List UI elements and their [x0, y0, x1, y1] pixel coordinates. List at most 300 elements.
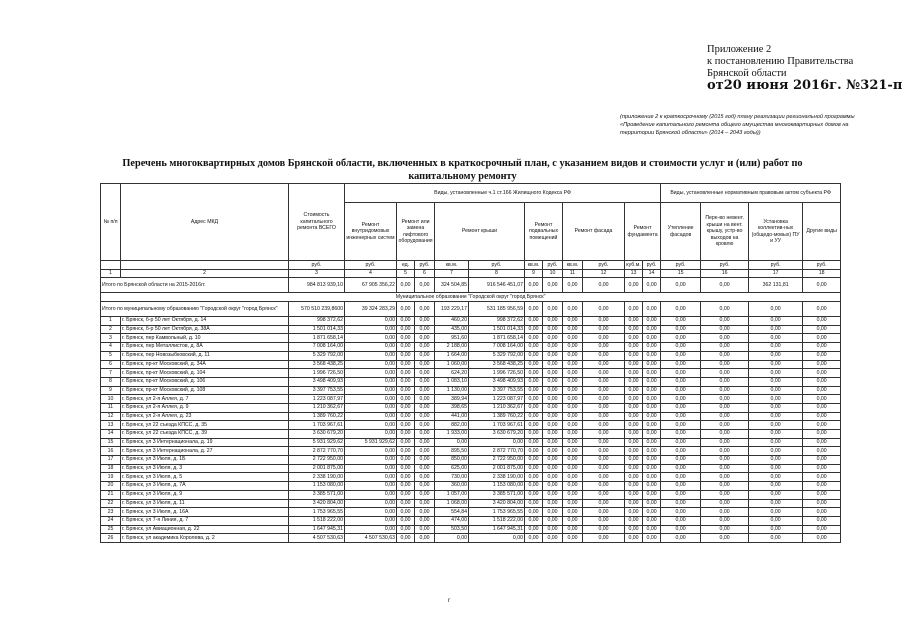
- row-cell: 0,00: [415, 325, 435, 334]
- municipality-cell: 193 229,17: [435, 302, 469, 317]
- row-cost: 1 153 080,00: [289, 482, 345, 491]
- row-cell: 0,00: [701, 395, 749, 404]
- row-cell: 0,00: [525, 369, 543, 378]
- row-cell: 0,00: [661, 421, 701, 430]
- row-cell: 0,00: [397, 447, 415, 456]
- row-cell: 0,00: [563, 325, 583, 334]
- row-cell: 0,00: [563, 534, 583, 543]
- row-cell: 0,00: [625, 351, 643, 360]
- municipality-cell: 0,00: [625, 302, 643, 317]
- row-cost: 3 498 409,93: [289, 377, 345, 386]
- row-cell: 0,00: [525, 456, 543, 465]
- row-cell: 0,00: [625, 456, 643, 465]
- row-address: г. Брянск, ул 3 Июля, д. 7А: [121, 482, 289, 491]
- row-number: 25: [101, 525, 121, 534]
- row-number: 14: [101, 430, 121, 439]
- row-cell: 0,00: [525, 490, 543, 499]
- row-cell: 0,00: [563, 482, 583, 491]
- row-roof-area: 389,94: [435, 395, 469, 404]
- row-cell: 0,00: [415, 447, 435, 456]
- row-cell: 0,00: [643, 482, 661, 491]
- row-cell: 0,00: [583, 386, 625, 395]
- total-row: [101, 278, 841, 293]
- row-cell: 0,00: [525, 325, 543, 334]
- row-cell: 0,00: [625, 334, 643, 343]
- row-cell: 0,00: [643, 403, 661, 412]
- row-number: 16: [101, 447, 121, 456]
- row-cell: 0,00: [583, 412, 625, 421]
- row-cell: 0,00: [415, 334, 435, 343]
- row-cell: 0,00: [583, 525, 625, 534]
- row-cost: 2 722 950,00: [289, 456, 345, 465]
- row-cell: 0,00: [583, 447, 625, 456]
- row-cell: 0,00: [643, 369, 661, 378]
- row-cell: 0,00: [525, 516, 543, 525]
- row-cell: 0,00: [625, 516, 643, 525]
- row-roof-cost: 3 420 804,00: [469, 499, 525, 508]
- row-address: г. Брянск, ул 3 Интернационала, д. 19: [121, 438, 289, 447]
- table-row: [101, 464, 841, 473]
- header-cost: Стоимость капитального ремонта ВСЕГО: [289, 184, 345, 261]
- header-group1: Виды, установленные ч.1 ст.166 Жилищного Кодекса РФ: [345, 184, 661, 203]
- row-cell: 0,00: [543, 317, 563, 326]
- row-cell: 0,00: [661, 430, 701, 439]
- row-cell: 0,00: [701, 508, 749, 517]
- row-address: г. Брянск, б-р 50 лет Октября, д. 38А: [121, 325, 289, 334]
- row-cell: 0,00: [803, 525, 841, 534]
- row-cell: 0,00: [415, 421, 435, 430]
- table-header: [101, 184, 841, 278]
- row-cell: 0,00: [543, 490, 563, 499]
- row-cell: 0,00: [583, 360, 625, 369]
- colnum-cell: 5: [397, 269, 415, 278]
- row-cell: 0,00: [583, 490, 625, 499]
- row-cell: 0,00: [563, 490, 583, 499]
- row-cell: 0,00: [661, 395, 701, 404]
- row-cell: 0,00: [643, 490, 661, 499]
- row-cell: 0,00: [415, 508, 435, 517]
- row-cell: 0,00: [397, 360, 415, 369]
- colnum-cell: 10: [543, 269, 563, 278]
- row-roof-area: 460,20: [435, 317, 469, 326]
- header-num: № п/п: [101, 184, 121, 261]
- row-cell: 0,00: [643, 325, 661, 334]
- row-cell: 0,00: [563, 508, 583, 517]
- row-cell: 0,00: [543, 395, 563, 404]
- row-cell: 0,00: [397, 516, 415, 525]
- row-cell: 0,00: [397, 325, 415, 334]
- row-cell: 0,00: [415, 412, 435, 421]
- row-meters: 0,00: [749, 456, 803, 465]
- row-cell: 0,00: [643, 360, 661, 369]
- colnum-cell: 2: [121, 269, 289, 278]
- row-cell: 0,00: [563, 499, 583, 508]
- row-address: г. Брянск, ул Авиационная, д. 22: [121, 525, 289, 534]
- row-cell: 0,00: [803, 317, 841, 326]
- row-cell: 0,00: [525, 508, 543, 517]
- row-cell: 0,00: [625, 325, 643, 334]
- row-cell: 0,00: [525, 473, 543, 482]
- row-address: г. Брянск, ул 3 Июля, д. 11: [121, 499, 289, 508]
- row-cell: 0,00: [625, 430, 643, 439]
- municipality-cell: 0,00: [415, 302, 435, 317]
- row-cost: 3 397 753,55: [289, 386, 345, 395]
- row-cell: 0,00: [661, 473, 701, 482]
- row-roof-area: 503,50: [435, 525, 469, 534]
- municipality-cell: 0,00: [803, 302, 841, 317]
- unit-cell: руб.: [345, 261, 397, 270]
- row-cell: 0,00: [543, 403, 563, 412]
- row-meters: 0,00: [749, 490, 803, 499]
- row-number: 5: [101, 351, 121, 360]
- row-cell: 0,00: [583, 377, 625, 386]
- row-cell: 0,00: [625, 369, 643, 378]
- row-roof-area: 951,60: [435, 334, 469, 343]
- row-cell: 0,00: [543, 499, 563, 508]
- row-cell: 0,00: [803, 421, 841, 430]
- row-cell: 0,00: [583, 421, 625, 430]
- total-cell: 0,00: [661, 278, 701, 293]
- row-roof-cost: 1 871 658,14: [469, 334, 525, 343]
- header-group2: Виды, установленные нормативным правовым актом субъекта РФ: [661, 184, 841, 203]
- row-cell: 0,00: [543, 456, 563, 465]
- total-label: Итого по Брянской области на 2015-2016гг.: [101, 278, 289, 293]
- row-roof-cost: 1 223 087,97: [469, 395, 525, 404]
- row-cell: 0,00: [661, 490, 701, 499]
- row-cell: 0,00: [415, 343, 435, 352]
- row-cell: 0,00: [543, 421, 563, 430]
- row-cell: 0,00: [625, 438, 643, 447]
- unit-cell: руб.: [803, 261, 841, 270]
- row-cell: 0,00: [625, 317, 643, 326]
- row-cell: 0,00: [661, 534, 701, 543]
- row-meters: 0,00: [749, 317, 803, 326]
- appendix-line3: Брянской области: [707, 68, 787, 79]
- table-row: [101, 377, 841, 386]
- row-cost: 1 871 658,14: [289, 334, 345, 343]
- row-eng: 0,00: [345, 334, 397, 343]
- colnum-cell: 9: [525, 269, 543, 278]
- row-cell: 0,00: [583, 508, 625, 517]
- table-row: [101, 490, 841, 499]
- row-cell: 0,00: [397, 369, 415, 378]
- row-cell: 0,00: [701, 325, 749, 334]
- row-eng: 0,00: [345, 369, 397, 378]
- row-meters: 0,00: [749, 369, 803, 378]
- row-cell: 0,00: [563, 377, 583, 386]
- row-meters: 0,00: [749, 395, 803, 404]
- row-number: 11: [101, 403, 121, 412]
- row-cell: 0,00: [643, 499, 661, 508]
- row-number: 12: [101, 412, 121, 421]
- row-address: г. Брянск, пр-кт Московский, д. 104: [121, 369, 289, 378]
- row-cell: 0,00: [525, 343, 543, 352]
- table-body: [101, 278, 841, 543]
- row-cell: 0,00: [415, 490, 435, 499]
- row-roof-cost: 1 501 014,33: [469, 325, 525, 334]
- row-cell: 0,00: [583, 395, 625, 404]
- row-cell: 0,00: [583, 482, 625, 491]
- row-eng: 0,00: [345, 412, 397, 421]
- row-roof-cost: 1 518 222,00: [469, 516, 525, 525]
- row-cell: 0,00: [625, 525, 643, 534]
- row-eng: 0,00: [345, 377, 397, 386]
- colnum-cell: 11: [563, 269, 583, 278]
- header-lift: Ремонт или замена лифтового оборудования: [397, 203, 435, 261]
- row-cell: 0,00: [397, 377, 415, 386]
- colnum-cell: 15: [661, 269, 701, 278]
- row-roof-cost: 0,00: [469, 438, 525, 447]
- row-cell: 0,00: [803, 482, 841, 491]
- row-cost: 2 001 875,00: [289, 464, 345, 473]
- row-cell: 0,00: [701, 412, 749, 421]
- row-cell: 0,00: [563, 317, 583, 326]
- row-cell: 0,00: [583, 473, 625, 482]
- row-cell: 0,00: [397, 490, 415, 499]
- row-cell: 0,00: [625, 412, 643, 421]
- row-roof-area: 850,00: [435, 456, 469, 465]
- table-row: [101, 534, 841, 543]
- row-meters: 0,00: [749, 447, 803, 456]
- row-cell: 0,00: [661, 386, 701, 395]
- row-cell: 0,00: [543, 334, 563, 343]
- row-cell: 0,00: [543, 343, 563, 352]
- row-cell: 0,00: [563, 438, 583, 447]
- row-cell: 0,00: [583, 464, 625, 473]
- row-cell: 0,00: [803, 403, 841, 412]
- row-roof-cost: 3 397 753,55: [469, 386, 525, 395]
- municipality-cell: 0,00: [525, 302, 543, 317]
- row-cost: 5 329 792,00: [289, 351, 345, 360]
- row-cell: 0,00: [643, 430, 661, 439]
- row-cell: 0,00: [525, 360, 543, 369]
- header-other: Другие виды: [803, 203, 841, 261]
- row-address: г. Брянск, ул 2-я Аллея, д. 9: [121, 403, 289, 412]
- table-row: [101, 334, 841, 343]
- row-cell: 0,00: [415, 430, 435, 439]
- row-meters: 0,00: [749, 343, 803, 352]
- row-cell: 0,00: [397, 508, 415, 517]
- row-cell: 0,00: [525, 412, 543, 421]
- row-meters: 0,00: [749, 464, 803, 473]
- unit-cell: руб.: [415, 261, 435, 270]
- row-cell: 0,00: [583, 430, 625, 439]
- row-cell: 0,00: [563, 334, 583, 343]
- row-number: 15: [101, 438, 121, 447]
- row-cell: 0,00: [701, 490, 749, 499]
- row-cell: 0,00: [803, 438, 841, 447]
- municipality-label: Итого по муниципальному образованию "Городской округ "город Брянск": [101, 302, 289, 317]
- table-row: [101, 412, 841, 421]
- row-roof-area: 895,50: [435, 447, 469, 456]
- row-cell: 0,00: [701, 351, 749, 360]
- row-cell: 0,00: [661, 456, 701, 465]
- row-cell: 0,00: [525, 447, 543, 456]
- row-meters: 0,00: [749, 360, 803, 369]
- row-cell: 0,00: [397, 525, 415, 534]
- row-cell: 0,00: [583, 325, 625, 334]
- row-address: г. Брянск, ул 2-я Аллея, д. 7: [121, 395, 289, 404]
- row-cell: 0,00: [661, 403, 701, 412]
- row-number: 3: [101, 334, 121, 343]
- row-eng: 0,00: [345, 395, 397, 404]
- table-row: [101, 499, 841, 508]
- row-cell: 0,00: [397, 343, 415, 352]
- table-row: [101, 369, 841, 378]
- row-number: 23: [101, 508, 121, 517]
- row-address: г. Брянск, ул 3 Июля, д. 1Б: [121, 456, 289, 465]
- row-eng: 0,00: [345, 464, 397, 473]
- row-cell: 0,00: [525, 317, 543, 326]
- row-cost: 1 996 726,50: [289, 369, 345, 378]
- colnum-cell: 1: [101, 269, 121, 278]
- row-address: г. Брянск, ул 3 Интернационала, д. 27: [121, 447, 289, 456]
- row-cell: 0,00: [397, 334, 415, 343]
- row-roof-cost: 1 753 965,55: [469, 508, 525, 517]
- unit-cell: руб.: [643, 261, 661, 270]
- row-cell: 0,00: [643, 456, 661, 465]
- row-cell: 0,00: [397, 438, 415, 447]
- total-cell: 0,00: [701, 278, 749, 293]
- row-cost: 1 518 222,00: [289, 516, 345, 525]
- header-meters: Установка коллектив-ных (общедо-мовых) ПУ и УУ: [749, 203, 803, 261]
- row-cell: 0,00: [661, 377, 701, 386]
- row-cell: 0,00: [397, 317, 415, 326]
- row-cost: 3 420 804,00: [289, 499, 345, 508]
- row-cell: 0,00: [543, 386, 563, 395]
- row-cell: 0,00: [661, 525, 701, 534]
- total-cell: 0,00: [543, 278, 563, 293]
- appendix-block: [707, 44, 902, 92]
- row-cell: 0,00: [803, 334, 841, 343]
- table-row: [101, 438, 841, 447]
- total-cell: 67 905 356,22: [345, 278, 397, 293]
- row-eng: 0,00: [345, 516, 397, 525]
- row-cell: 0,00: [415, 369, 435, 378]
- row-meters: 0,00: [749, 534, 803, 543]
- header-facade: Ремонт фасада: [563, 203, 625, 261]
- row-cell: 0,00: [701, 525, 749, 534]
- row-cell: 0,00: [583, 334, 625, 343]
- total-cell: 916 546 451,07: [469, 278, 525, 293]
- table-row: [101, 430, 841, 439]
- row-cell: 0,00: [563, 456, 583, 465]
- row-number: 17: [101, 456, 121, 465]
- municipality-cell: 0,00: [583, 302, 625, 317]
- row-cell: 0,00: [415, 351, 435, 360]
- row-roof-area: 882,00: [435, 421, 469, 430]
- row-address: г. Брянск, пр-кт Московский, д. 108: [121, 386, 289, 395]
- row-number: 22: [101, 499, 121, 508]
- row-number: 2: [101, 325, 121, 334]
- row-eng: 0,00: [345, 490, 397, 499]
- row-cell: 0,00: [583, 499, 625, 508]
- row-address: г. Брянск, ул 3 Июля, д. 5: [121, 473, 289, 482]
- row-meters: 0,00: [749, 403, 803, 412]
- row-cell: 0,00: [625, 377, 643, 386]
- row-address: г. Брянск, пр-кт Московский, д. 34А: [121, 360, 289, 369]
- row-cell: 0,00: [415, 317, 435, 326]
- row-number: 18: [101, 464, 121, 473]
- row-cell: 0,00: [701, 369, 749, 378]
- total-cell: 362 131,81: [749, 278, 803, 293]
- row-cost: 1 501 014,33: [289, 325, 345, 334]
- row-cell: 0,00: [661, 516, 701, 525]
- colnum-cell: 12: [583, 269, 625, 278]
- row-address: г. Брянск, пер Камвольный, д. 10: [121, 334, 289, 343]
- row-cell: 0,00: [583, 403, 625, 412]
- row-cell: 0,00: [583, 534, 625, 543]
- row-roof-cost: 3 568 438,25: [469, 360, 525, 369]
- colnum-cell: 13: [625, 269, 643, 278]
- row-cell: 0,00: [643, 438, 661, 447]
- table-row: [101, 395, 841, 404]
- row-cell: 0,00: [625, 395, 643, 404]
- row-cell: 0,00: [583, 369, 625, 378]
- row-cell: 0,00: [803, 343, 841, 352]
- row-cell: 0,00: [803, 377, 841, 386]
- row-cell: 0,00: [583, 516, 625, 525]
- row-roof-cost: 1 996 726,50: [469, 369, 525, 378]
- header-addr: Адрес МКД: [121, 184, 289, 261]
- total-cell: 0,00: [643, 278, 661, 293]
- row-cell: 0,00: [415, 525, 435, 534]
- header-pitch: Пере-во невент. крыши на вент. крышу, устр-во выходов на кровлю: [701, 203, 749, 261]
- unit-cell: руб.: [289, 261, 345, 270]
- unit-cell: руб.: [661, 261, 701, 270]
- header-insul: Утепление фасадов: [661, 203, 701, 261]
- row-cell: 0,00: [643, 525, 661, 534]
- row-cell: 0,00: [803, 499, 841, 508]
- row-address: г. Брянск, ул 22 съезда КПСС, д. 35: [121, 421, 289, 430]
- row-cost: 3 385 571,00: [289, 490, 345, 499]
- row-cell: 0,00: [643, 473, 661, 482]
- unit-cell: ед.: [397, 261, 415, 270]
- row-cell: 0,00: [701, 430, 749, 439]
- row-eng: 0,00: [345, 325, 397, 334]
- row-roof-area: 0,00: [435, 438, 469, 447]
- row-cell: 0,00: [625, 421, 643, 430]
- row-cell: 0,00: [701, 516, 749, 525]
- row-meters: 0,00: [749, 386, 803, 395]
- row-cell: 0,00: [701, 438, 749, 447]
- municipality-cell: 531 185 956,59: [469, 302, 525, 317]
- row-eng: 0,00: [345, 525, 397, 534]
- row-number: 4: [101, 343, 121, 352]
- page-mark: r: [448, 598, 450, 604]
- row-cell: 0,00: [563, 525, 583, 534]
- row-number: 1: [101, 317, 121, 326]
- row-cell: 0,00: [803, 369, 841, 378]
- unit-cell: руб.: [469, 261, 525, 270]
- row-number: 13: [101, 421, 121, 430]
- row-cell: 0,00: [701, 386, 749, 395]
- row-cell: 0,00: [397, 473, 415, 482]
- row-cell: 0,00: [397, 482, 415, 491]
- row-cell: 0,00: [803, 508, 841, 517]
- row-roof-cost: 0,00: [469, 534, 525, 543]
- row-cell: 0,00: [563, 412, 583, 421]
- row-eng: 5 931 929,62: [345, 438, 397, 447]
- row-cell: 0,00: [543, 482, 563, 491]
- row-roof-area: 441,00: [435, 412, 469, 421]
- row-cell: 0,00: [625, 386, 643, 395]
- unit-cell: кв.м.: [563, 261, 583, 270]
- row-address: г. Брянск, ул академика Королева, д. 2: [121, 534, 289, 543]
- row-meters: 0,00: [749, 482, 803, 491]
- table-row: [101, 317, 841, 326]
- total-cell: 984 813 939,10: [289, 278, 345, 293]
